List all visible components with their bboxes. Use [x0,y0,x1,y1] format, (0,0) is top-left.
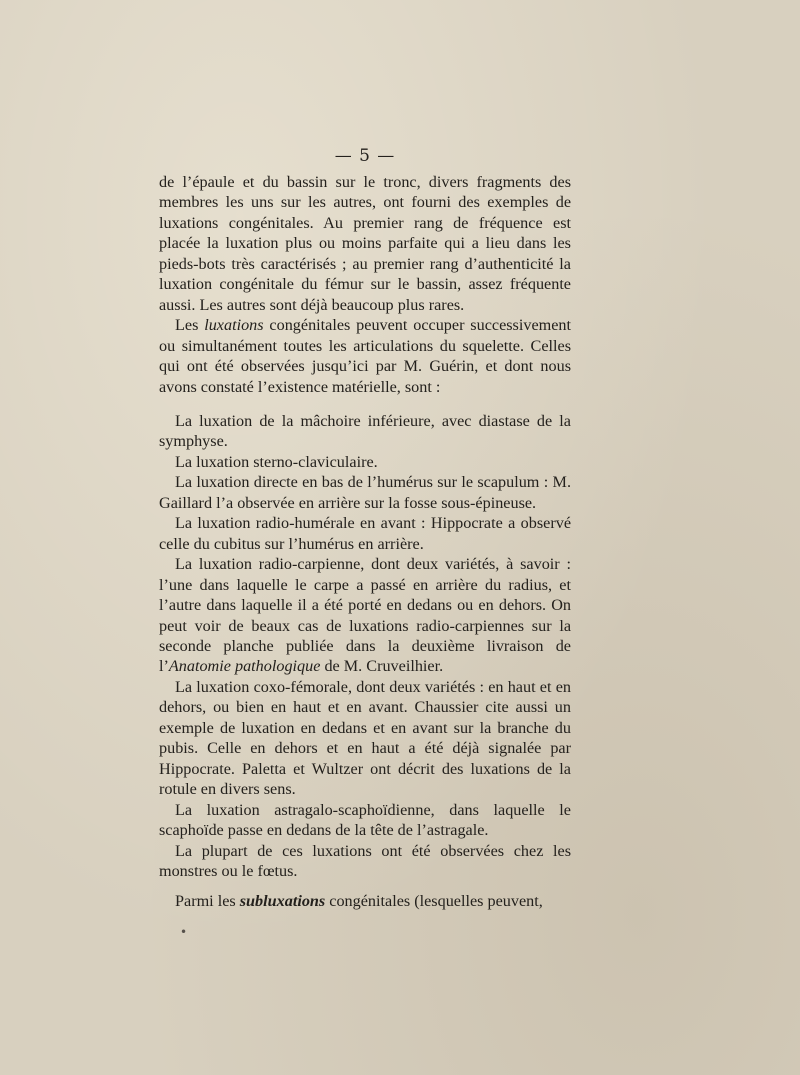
paragraph-p3 [159,411,571,452]
paragraph-p6 [159,513,571,554]
ink-speck: • [180,925,188,939]
paragraph-p5 [159,472,571,513]
emphasis-text: luxations [204,316,264,335]
paragraph-text: La luxation radio-humérale en avant : Hippocrate a observé celle du cubitus sur l’humérus en arrière. [159,514,571,553]
paragraph-p10 [159,841,571,882]
paragraph-p9 [159,800,571,841]
paragraph-text: La luxation astragalo-scaphoïdienne, dans laquelle le scaphoïde passe en dedans de la tête de l’astragale. [159,800,571,840]
paragraph-p8 [159,677,571,800]
emphasis-text: subluxations [239,892,326,911]
paragraph-text: congénitales peuvent occuper successivement ou simultanément toutes les articulations du squelette. Celles qui ont été observées jusqu’ici par M. Guérin, et dont nous avons constaté l’existence matérielle, sont : [159,316,571,396]
paragraph-text: La plupart de ces luxations ont été observées chez les monstres ou le fœtus. [159,841,571,880]
paragraph-p1 [159,172,571,315]
paragraph-text: de M. Cruveilhier. [320,657,444,676]
page-number: — 5 — [334,146,396,166]
paragraph-text: congénitales (lesquelles peuvent, [325,892,543,911]
paragraph-text: La luxation sterno-claviculaire. [175,452,378,471]
paragraph-p11 [159,891,571,911]
paragraph-gap [159,397,571,411]
emphasis-text: Anatomie pathologique [168,657,321,676]
body-text [159,172,571,912]
paragraph-text: Les [175,316,205,335]
paragraph-text: La luxation coxo-fémorale, dont deux variétés : en haut et en dehors, ou bien en haut et en avant. Chaussier cite aussi un exemple de luxation en dedans et en avant sur la branche du pubis. Celle en dehors et en haut a été déjà signalée par Hippocrate. Paletta et Wultzer ont décrit des luxations de la rotule en divers sens. [159,677,571,799]
paragraph-text: Parmi les [175,892,240,911]
paragraph-p4 [159,452,571,472]
paragraph-gap [159,881,571,891]
paragraph-text: La luxation de la mâchoire inférieure, avec diastase de la symphyse. [159,411,571,451]
paragraph-text: La luxation directe en bas de l’humérus sur le scapulum : M. Gaillard l’a observée en arrière sur la fosse sous-épineuse. [159,473,571,512]
paragraph-p2 [159,315,571,397]
paragraph-text: de l’épaule et du bassin sur le tronc, divers fragments des membres les uns sur les autres, ont fourni des exemples de luxations congénitales. Au premier rang de fréquence est placée la luxation plus ou moins parfaite qui a lieu dans les pieds-bots très caractérisés ; au premier rang d’authenticité la luxation congénitale du fémur sur le bassin, assez fréquente aussi. Les autres sont déjà beaucoup plus rares. [159,173,571,314]
paragraph-text: La luxation radio-carpienne, dont deux variétés, à savoir : l’une dans laquelle le carpe a passé en arrière du radius, et l’autre dans laquelle il a été porté en dedans ou en dehors. On peut voir de beaux cas de luxations radio-carpiennes sur la seconde planche publiée dans la deuxième livraison de l’ [159,555,571,676]
paragraph-p7 [159,554,571,677]
